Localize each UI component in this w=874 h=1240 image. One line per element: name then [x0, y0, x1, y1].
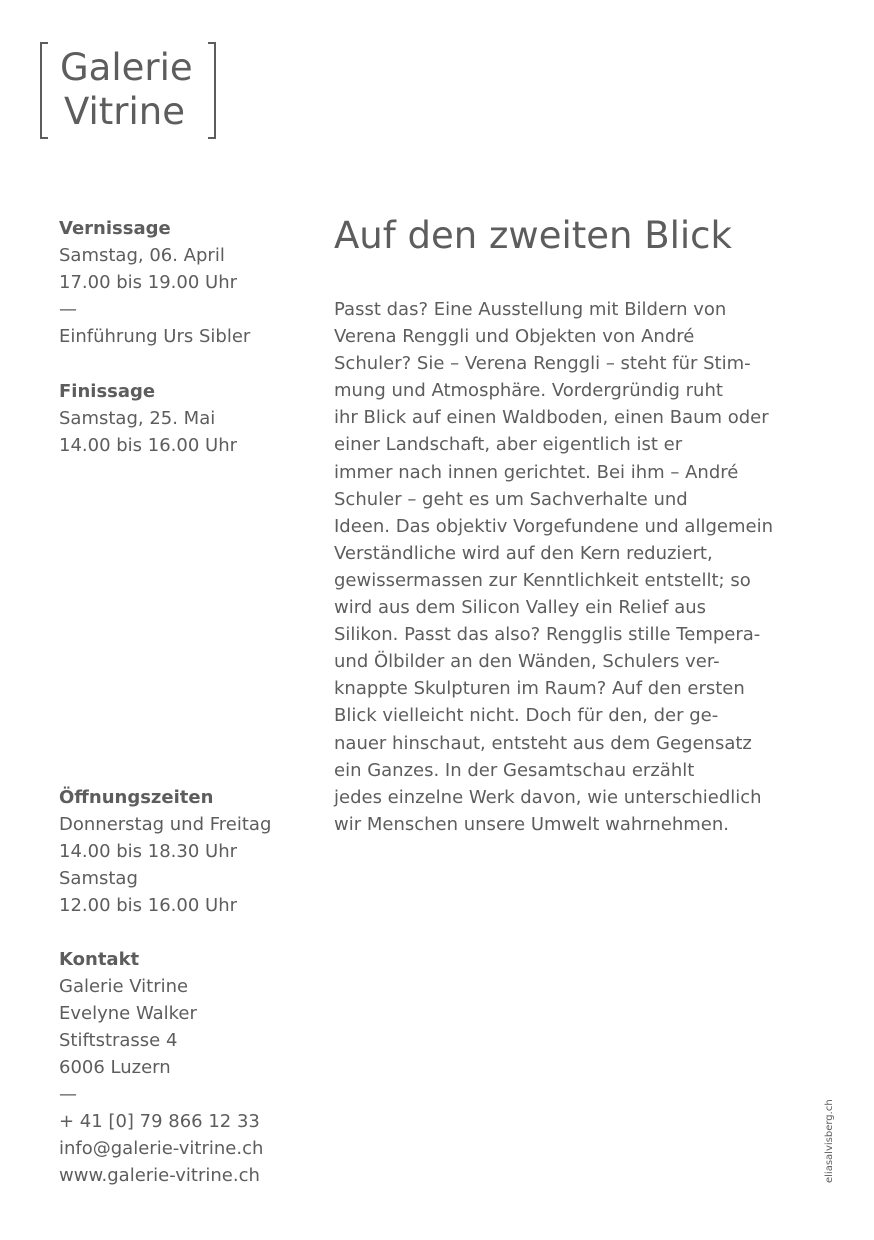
- opening-days-2: Samstag: [59, 868, 138, 889]
- opening-time-2: 12.00 bis 16.00 Uhr: [59, 895, 238, 916]
- finissage-date: Samstag, 25. Mai: [59, 408, 216, 429]
- article-line: Schuler – geht es um Sachverhalte und: [334, 488, 688, 510]
- opening-time-1: 14.00 bis 18.30 Uhr: [59, 841, 238, 862]
- vernissage-time: 17.00 bis 19.00 Uhr: [59, 272, 238, 293]
- vernissage-separator: —: [59, 299, 77, 320]
- gallery-logo: [40, 42, 216, 136]
- opening-hours-section: [59, 784, 271, 919]
- article-line: Ideen. Das objektiv Vorgefundene und allgemein: [334, 515, 773, 537]
- logo-line-2: Vitrine: [64, 90, 185, 133]
- article-body: [334, 296, 773, 838]
- logo-right-bracket: [208, 42, 216, 139]
- contact-section: [59, 946, 263, 1189]
- contact-heading: Kontakt: [59, 949, 140, 970]
- contact-person: Evelyne Walker: [59, 1003, 197, 1024]
- contact-phone: + 41 [0] 79 866 12 33: [59, 1111, 260, 1132]
- article-line: wird aus dem Silicon Valley ein Relief aus: [334, 597, 707, 619]
- vernissage-intro: Einführung Urs Sibler: [59, 326, 251, 347]
- finissage-heading: Finissage: [59, 381, 156, 402]
- vernissage-section: [59, 215, 250, 350]
- opening-days-1: Donnerstag und Freitag: [59, 814, 272, 835]
- article-line: jedes einzelne Werk davon, wie unterschiedlich: [334, 786, 762, 808]
- finissage-section: [59, 378, 237, 459]
- article-line: gewissermassen zur Kenntlichkeit entstellt; so: [334, 569, 751, 591]
- article-line: Verena Renggli und Objekten von André: [334, 326, 695, 348]
- article-line: immer nach innen gerichtet. Bei ihm – André: [334, 461, 739, 483]
- designer-credit: eliasalvisberg.ch: [824, 1099, 835, 1183]
- contact-email: info@galerie-vitrine.ch: [59, 1138, 264, 1159]
- article-line: mung und Atmosphäre. Vordergründig ruht: [334, 380, 723, 402]
- vernissage-heading: Vernissage: [59, 218, 171, 239]
- contact-street: Stiftstrasse 4: [59, 1030, 178, 1051]
- contact-separator: —: [59, 1084, 77, 1105]
- article-title: Auf den zweiten Blick: [334, 214, 732, 257]
- opening-hours-heading: Öffnungszeiten: [59, 787, 214, 808]
- contact-website: www.galerie-vitrine.ch: [59, 1165, 260, 1186]
- article-line: einer Landschaft, aber eigentlich ist er: [334, 434, 683, 456]
- article-line: Verständliche wird auf den Kern reduziert,: [334, 542, 713, 564]
- article-line: ihr Blick auf einen Waldboden, einen Baum oder: [334, 407, 769, 429]
- contact-city: 6006 Luzern: [59, 1057, 171, 1078]
- article-line: und Ölbilder an den Wänden, Schulers ver-: [334, 651, 720, 673]
- article-line: Schuler? Sie – Verena Renggli – steht für Stim-: [334, 353, 751, 375]
- article-line: wir Menschen unsere Umwelt wahrnehmen.: [334, 813, 729, 835]
- finissage-time: 14.00 bis 16.00 Uhr: [59, 435, 238, 456]
- article-line: Silikon. Passt das also? Rengglis stille Tempera-: [334, 624, 761, 646]
- article-line: nauer hinschaut, entsteht aus dem Gegensatz: [334, 732, 752, 754]
- article-line: ein Ganzes. In der Gesamtschau erzählt: [334, 759, 695, 781]
- logo-left-bracket: [40, 42, 48, 139]
- vernissage-date: Samstag, 06. April: [59, 245, 225, 266]
- article-line: knappte Skulpturen im Raum? Auf den ersten: [334, 678, 745, 700]
- article-line: Passt das? Eine Ausstellung mit Bildern von: [334, 299, 727, 320]
- logo-line-1: Galerie: [60, 46, 193, 89]
- article-line: Blick vielleicht nicht. Doch für den, der ge-: [334, 705, 719, 727]
- contact-name: Galerie Vitrine: [59, 976, 189, 997]
